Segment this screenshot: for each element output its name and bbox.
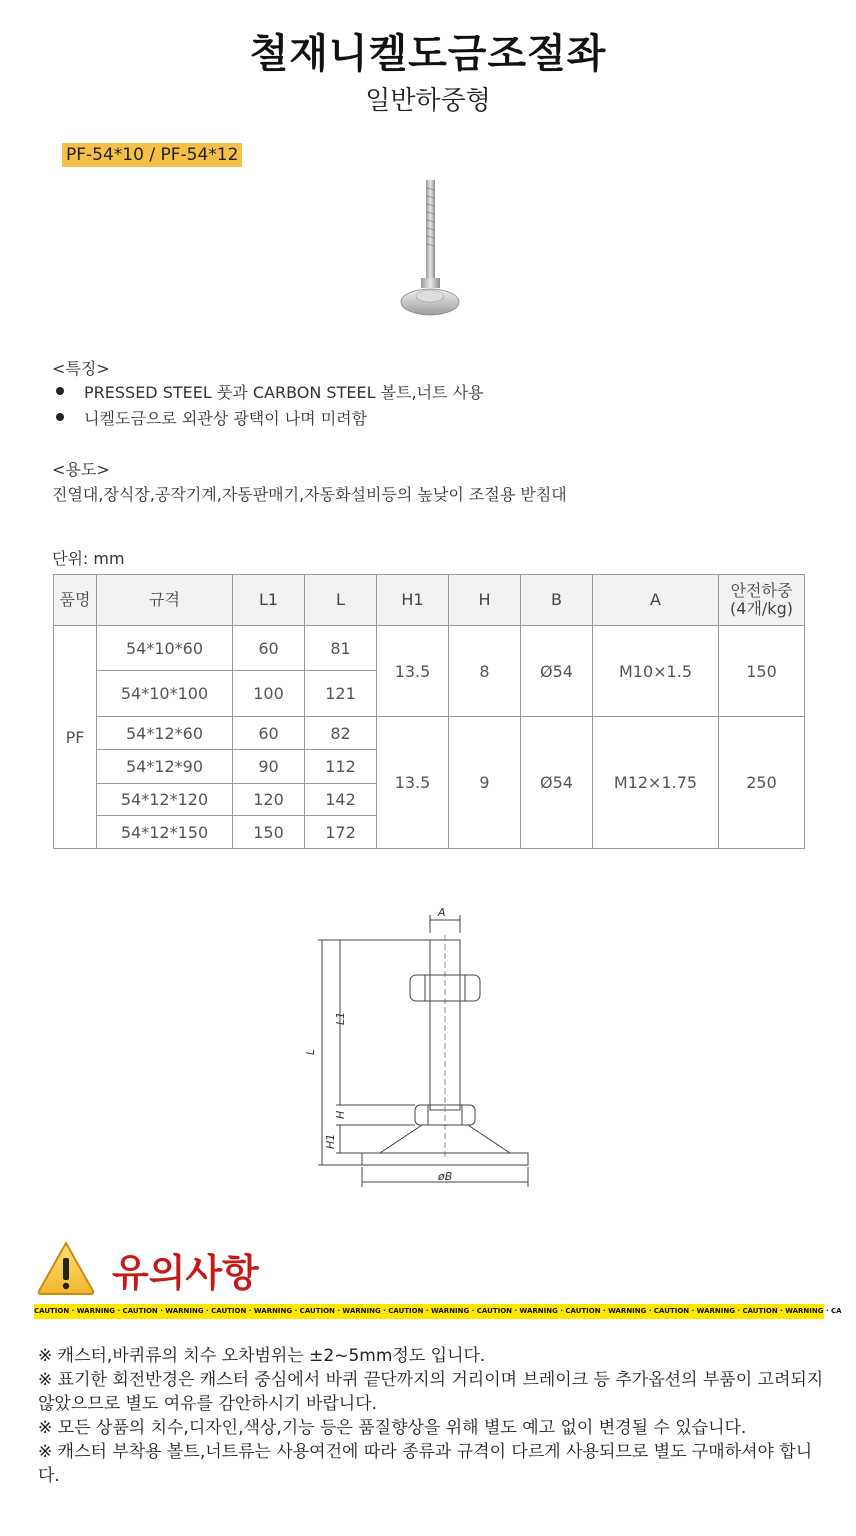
usage-heading: <용도> — [52, 460, 110, 479]
dim-a-label: A — [438, 906, 446, 919]
table-header-row — [54, 575, 805, 626]
warning-icon — [36, 1240, 96, 1296]
unit-label: 단위: mm — [52, 549, 125, 568]
model-badge: PF-54*10 / PF-54*12 — [62, 143, 242, 167]
table-row: 54*10*100 100 121 — [54, 671, 805, 717]
feature-item: PRESSED STEEL 풋과 CARBON STEEL 볼트,너트 사용 — [56, 383, 483, 409]
caution-title: 유의사항 — [112, 1251, 259, 1295]
table-row: 54*12*60 60 82 13.5 9 Ø54 M12×1.75 250 — [54, 717, 805, 750]
dim-h-label: H — [334, 1110, 347, 1119]
col-header: H — [449, 575, 521, 626]
col-header: A — [593, 575, 719, 626]
note-item: ※ 표기한 회전반경은 캐스터 중심에서 바퀴 끝단까지의 거리이며 브레이크 등 추가옵션의 부품이 고려되지 않았으므로 별도 여유를 감안하시기 바랍니다. — [38, 1370, 824, 1414]
note-item: ※ 캐스터 부착용 볼트,너트류는 사용여건에 따라 종류과 규격이 다르게 사용되므로 별도 구매하셔야 합니다. — [38, 1442, 813, 1486]
col-header: 규격 — [97, 575, 233, 626]
table-row: PF 54*10*60 60 81 13.5 8 Ø54 M10×1.5 150 — [54, 626, 805, 671]
note-item: ※ 모든 상품의 치수,디자인,색상,기능 등은 품질향상을 위해 별도 예고 없이 변경될 수 있습니다. — [38, 1418, 747, 1438]
dim-b-label: øB — [438, 1170, 453, 1183]
col-header: 품명 — [54, 575, 97, 626]
caution-tape: CAUTION · WARNING · CAUTION · WARNING · CAUTION · WARNING · CAUTION · WARNING · CAUTION · WARNING · CAUTION · WARNING · CAUTION · WARNING · CAUTION · WARNING · CAUTION · WARNING · CA — [34, 1304, 824, 1319]
dim-h1-label: H1 — [324, 1133, 337, 1149]
col-header: L — [305, 575, 377, 626]
bullet-icon — [56, 413, 64, 421]
col-header: B — [521, 575, 593, 626]
table-row: 54*12*120 120 142 — [54, 784, 805, 816]
bullet-icon — [56, 387, 64, 395]
table-row: 54*12*150 150 172 — [54, 816, 805, 849]
table-row: 54*12*90 90 112 — [54, 750, 805, 784]
page-title: 철재니켈도금조절좌 — [249, 31, 607, 77]
note-item: ※ 캐스터,바퀴류의 치수 오차범위는 ±2~5mm정도 입니다. — [38, 1346, 486, 1366]
features-heading: <특징> — [52, 359, 110, 378]
notes — [38, 1344, 828, 1488]
col-header: L1 — [233, 575, 305, 626]
page-subtitle: 일반하중형 — [365, 86, 491, 116]
product-cell: PF — [54, 626, 97, 849]
col-header-load: 안전하중 (4개/kg) — [719, 575, 805, 626]
dim-l-label: L — [304, 1048, 317, 1055]
features-list — [56, 383, 483, 435]
feature-item: 니켈도금으로 외관상 광택이 나며 미려함 — [56, 409, 483, 435]
usage-text: 진열대,장식장,공작기계,자동판매기,자동화설비등의 높낮이 조절용 받침대 — [52, 485, 567, 504]
dimension-diagram — [304, 905, 540, 1190]
product-photo — [390, 178, 470, 328]
col-header: H1 — [377, 575, 449, 626]
dim-l1-label: L1 — [334, 1011, 347, 1025]
spec-table — [53, 574, 805, 849]
